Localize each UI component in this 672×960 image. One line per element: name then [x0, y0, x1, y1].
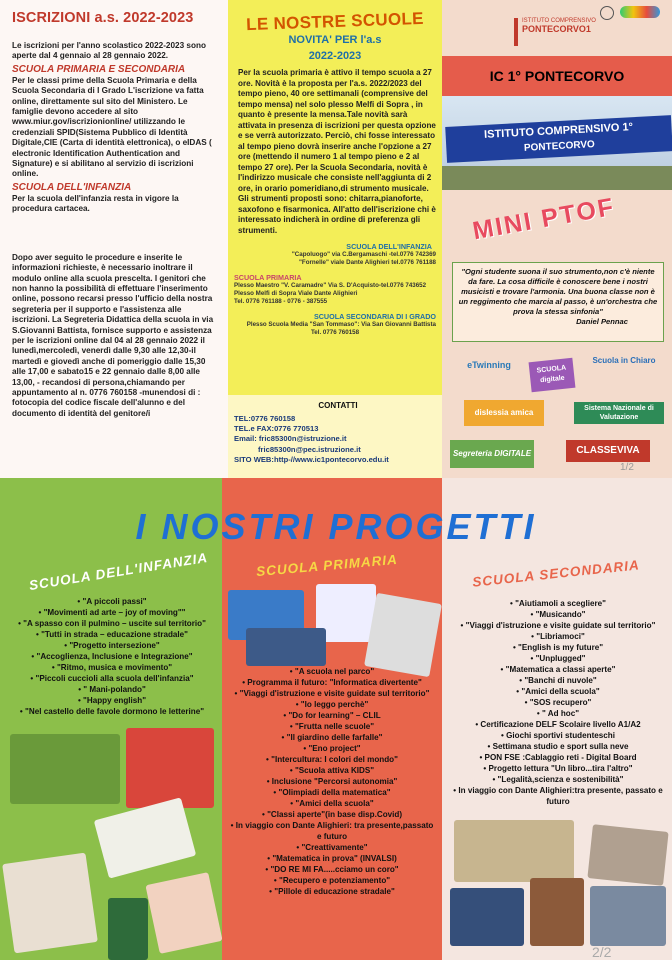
project-item: • "DO RE MI FA.....cciamo un coro" [228, 864, 436, 875]
project-item: • PON FSE :Cablaggio reti - Digital Board [444, 752, 672, 763]
snv-logo: Sistema Nazionale di Valutazione [574, 402, 664, 424]
ic-title: IC 1° PONTECORVO [442, 56, 672, 96]
computer-photo [450, 888, 524, 946]
project-item: • Certificazione DELF Scolaire livello A1/A2 [444, 719, 672, 730]
project-item: • " Ad hoc" [444, 708, 672, 719]
miur-logo-icon [620, 6, 660, 18]
project-item: • "Frutta nelle scuole" [228, 721, 436, 732]
project-item: • "Accoglienza, Inclusione e Integrazione" [2, 651, 222, 662]
project-item: • "Do for learning" – CLIL [228, 710, 436, 721]
project-item: • "A spasso con il pulmino – uscite sul territorio" [2, 618, 222, 629]
project-item: • In viaggio con Dante Alighieri: tra presente,passato e futuro [228, 820, 436, 842]
project-item: • " Mani-polando" [2, 684, 222, 695]
school-photo [442, 96, 672, 190]
mini-ptof-title: MINI PTOF [470, 192, 618, 246]
infanzia-line-2: "Fornelle" viale Dante Alighieri tel.0776 761188 [298, 259, 436, 266]
project-item: • Programma il futuro: "Informatica divertente" [228, 677, 436, 688]
segreteria-digitale-logo: Segreteria DIGITALE [450, 440, 534, 468]
project-item: • "Musicando" [444, 609, 672, 620]
project-item: • "Legalità,scienza e sostenibilità" [444, 774, 672, 785]
procedure-text: Dopo aver seguito le procedure e inserite le informazioni richieste, è necessario inoltrare il modulo online alla scuola prescelta. I genitori che non hanno la possibilità di effettuare l'inserimento online, possono recarsi presso l'ufficio della nostra segreteria per il supporto e l'assistenza alle iscrizioni. La Segreteria Didattica della scuola in via S.Giovanni Battista, fornisce supporto e assistenza per le iscrizioni online dal 04 al 28 gennaio 2022 il lunedì,mercoledì, venerdì dalle 9,30 alle 12,30-il martedì e giovedì anche di pomeriggio dalle 15,30 alle 17,00 e sabato15 e 22 gennaio dalle 8,00 alle 13,00, - recandosi di persona,chiamando per appuntamento al n. 0776 760158 -munendosi di : fotocopia del codice fiscale dell'alunno e del documento di identità del genitore/i [12, 252, 214, 418]
project-item: • "Amici della scuola" [228, 798, 436, 809]
project-item: • "Creattivamente" [228, 842, 436, 853]
school-year: 2022-2023 [308, 50, 362, 62]
project-item: • "Intercultura: I colori del mondo" [228, 754, 436, 765]
emblem-icon [600, 6, 614, 20]
secondaria-line-2: Tel. 0776 760158 [310, 329, 360, 336]
primaria-title: SCUOLA PRIMARIA [234, 273, 302, 282]
secondaria-line-1: Plesso Scuola Media "San Tommaso": Via San Giovanni Battista [246, 321, 436, 328]
school-banner: ISTITUTO COMPRENSIVO 1° PONTECORVO [445, 115, 672, 163]
enrollment-intro: Le iscrizioni per l'anno scolastico 2022-2023 sono aperte dal 4 gennaio al 28 gennaio 2022. [12, 41, 206, 61]
contact-email[interactable]: Email: fric85300n@istruzione.it [234, 434, 347, 444]
project-item: • "Banchi di nuvole" [444, 675, 672, 686]
contacts-box [228, 395, 442, 478]
board-photo [94, 797, 196, 878]
infanzia-title: SCUOLA DELL'INFANZIA [346, 242, 432, 251]
project-item: • Inclusione "Percorsi autonomia" [228, 776, 436, 787]
kid-painting-photo [2, 853, 98, 954]
contact-pec[interactable]: fric85300n@pec.istruzione.it [258, 444, 361, 454]
project-item: • In viaggio con Dante Alighieri:tra presente, passato e futuro [444, 785, 672, 807]
infanzia-heading: SCUOLA DELL'INFANZIA [27, 549, 210, 594]
project-item: • "Matematica in prova" (INVALSI) [228, 853, 436, 864]
tree-photo [108, 898, 148, 960]
project-item: • "Viaggi d'istruzione e visite guidate sul territorio" [228, 688, 436, 699]
project-item: • "SOS recupero" [444, 697, 672, 708]
project-item: • Giochi sportivi studenteschi [444, 730, 672, 741]
project-item: • "Aiutiamoli a scegliere" [444, 598, 672, 609]
project-item: • Settimana studio e sport sulla neve [444, 741, 672, 752]
project-item: • "Happy english" [2, 695, 222, 706]
project-item: • "English is my future" [444, 642, 672, 653]
kindergarten-text: Per la scuola dell'infanzia resta in vigore la procedura cartacea. [12, 193, 179, 214]
page-number-top: 1/2 [620, 462, 634, 473]
project-item: • "Unplugged" [444, 653, 672, 664]
enrollment-heading: ISCRIZIONI a.s. 2022-2023 [12, 10, 194, 26]
school-logo: ISTITUTO COMPRENSIVO PONTECORVO1 [514, 18, 614, 46]
project-item: • "Eno project" [228, 743, 436, 754]
project-item: • Progetto lettura "Un libro...tira l'altro" [444, 763, 672, 774]
project-item: • "Pillole di educazione stradale" [228, 886, 436, 897]
project-item: • "A piccoli passi" [2, 596, 222, 607]
project-item: • "Recupero e potenziamento" [228, 875, 436, 886]
project-item: • "Scuola attiva KIDS" [228, 765, 436, 776]
secondaria-list [444, 598, 672, 807]
kids-photo [10, 734, 120, 804]
project-item: • "Amici della scuola" [444, 686, 672, 697]
schools-panel [228, 0, 442, 478]
primaria-photo-4 [246, 628, 326, 666]
project-item: • "Viaggi d'istruzione e visite guidate sul territorio" [444, 620, 672, 631]
novita-label: NOVITA' PER l'a.s [288, 34, 382, 46]
primaria-line-3: Tel. 0776 761188 - 0776 - 387555 [234, 298, 328, 305]
pennac-quote: "Ogni studente suona il suo strumento,non c'è niente da fare. La cosa difficile è conoscere bene i nostri musicisti e trovare l'armonia. Una buona classe non è un reggimento che marcia al passo, è un'orchestra che prova la stessa sinfonia" Daniel Pennac [452, 262, 664, 342]
scuola-in-chiaro-logo: Scuola in Chiaro [592, 356, 656, 365]
enrollment-panel [0, 0, 228, 478]
secondaria-heading: SCUOLA SECONDARIA [471, 557, 641, 590]
infanzia-line-1: "Capoluogo" via C.Bergamaschi -tel.0776 742369 [291, 251, 436, 258]
lab-photo [590, 886, 666, 946]
project-item: • "Matematica a classi aperte" [444, 664, 672, 675]
contacts-title: CONTATTI [318, 401, 358, 410]
contact-website[interactable]: SITO WEB:http-//www.ic1pontecorvo.edu.it [234, 454, 389, 464]
poster-photo [530, 878, 584, 946]
project-item: • "Piccoli cuccioli alla scuola dell'infanzia" [2, 673, 222, 684]
contact-tel: TEL:0776 760158 [234, 414, 296, 423]
ptof-panel [442, 0, 672, 478]
primaria-line-2: Plesso Melfi di Sopra Viale Dante Alighieri [234, 290, 358, 297]
project-item: • "Libriamoci" [444, 631, 672, 642]
project-item: • "Progetto intersezione" [2, 640, 222, 651]
primary-secondary-text: Per le classi prime della Scuola Primaria e della Scuola Secondaria di I Grado L'iscrizione va fatta online, direttamente sul sito del Ministero. Le famiglie devono accedere al sito www.miur.gov/iscrizionionline/ utilizzando le credenziali SPID(Sistema Pubblico di Identità Digitale,CIE (Carta di identità elettronica), o eIDAS ( electronic Identification Authentication and Signature) e si abilitano al servizio di iscrizioni online. [12, 75, 212, 179]
project-item: • "Io leggo perchè" [228, 699, 436, 710]
primaria-list [228, 666, 436, 897]
library-photo [454, 820, 574, 882]
project-item: • "Ritmo, musica e movimento" [2, 662, 222, 673]
project-item: • "Classi aperte"(in base disp.Covid) [228, 809, 436, 820]
project-item: • "Olimpiadi della matematica" [228, 787, 436, 798]
secondaria-title: SCUOLA SECONDARIA DI I GRADO [313, 312, 436, 321]
primaria-photo-3 [364, 593, 442, 677]
schools-title: LE NOSTRE SCUOLE [245, 8, 425, 35]
secondaria-projects [442, 478, 672, 960]
snowman-photo [145, 872, 222, 954]
etwinning-logo: eTwinning [467, 360, 511, 370]
project-item: • "Movimenti ad arte – joy of moving"" [2, 607, 222, 618]
class-photo [587, 824, 668, 886]
project-item: • "A scuola nel parco" [228, 666, 436, 677]
infanzia-projects [0, 478, 222, 960]
projects-section [0, 478, 672, 960]
primaria-projects [222, 478, 442, 960]
contact-fax: TEL.e FAX:0776 770513 [234, 424, 319, 434]
projects-title: I NOSTRI PROGETTI [135, 506, 537, 547]
classeviva-logo: CLASSEVIVA [566, 440, 650, 462]
project-item: • "Nel castello delle favole dormono le letterine" [2, 706, 222, 717]
infanzia-list [2, 596, 222, 717]
primaria-line-1: Plesso Maestro "V. Caramadre" Via S. D'Acquisto-tel.0776 743652 [234, 282, 427, 289]
primaria-heading: SCUOLA PRIMARIA [255, 551, 399, 580]
kindergarten-subheading: SCUOLA DELL'INFANZIA [12, 181, 132, 193]
schools-text: Per la scuola primaria è attivo il tempo scuola a 27 ore. Novità è la proposta per l'a.s. 2022/2023 del tempo pieno, 40 ore settimanali (comprensive del tempo mensa) nel solo plesso Melfi di Sopra , in quanto è presente la mensa.Tale novità sarà attivata in presenza di iscrizioni per questa opzione e se verrà autorizzato. Perciò, chi fosse interessato al tempo pieno dovrà inserire anche l'opzione a 27 ore (mettendo il numero 1 al tempo pieno e 2 al tempo 27 ore). Per la Scuola Secondaria, novità è l'indirizzo musicale che consiste nell'aggiunta di 2 ore, in orario pomeridiano,di strumento musicale. Gli strumenti proposti sono: chitarra,pianoforte, saxofono e fisarmonica. All'atto dell'iscrizione chi è interessato indicherà in ordine di preferenza gli strumenti. [238, 68, 436, 235]
project-item: • "Tutti in strada – educazione stradale" [2, 629, 222, 640]
scuola-digitale-logo: SCUOLA digitale [529, 358, 576, 392]
page-number-bottom: 2/2 [592, 944, 612, 960]
primary-secondary-subheading: SCUOLA PRIMARIA E SECONDARIA [12, 63, 186, 75]
project-item: • "Il giardino delle farfalle" [228, 732, 436, 743]
dislessia-amica-logo: dislessia amica [464, 400, 544, 426]
quote-author: Daniel Pennac [576, 317, 628, 326]
crafts-photo [126, 728, 214, 808]
